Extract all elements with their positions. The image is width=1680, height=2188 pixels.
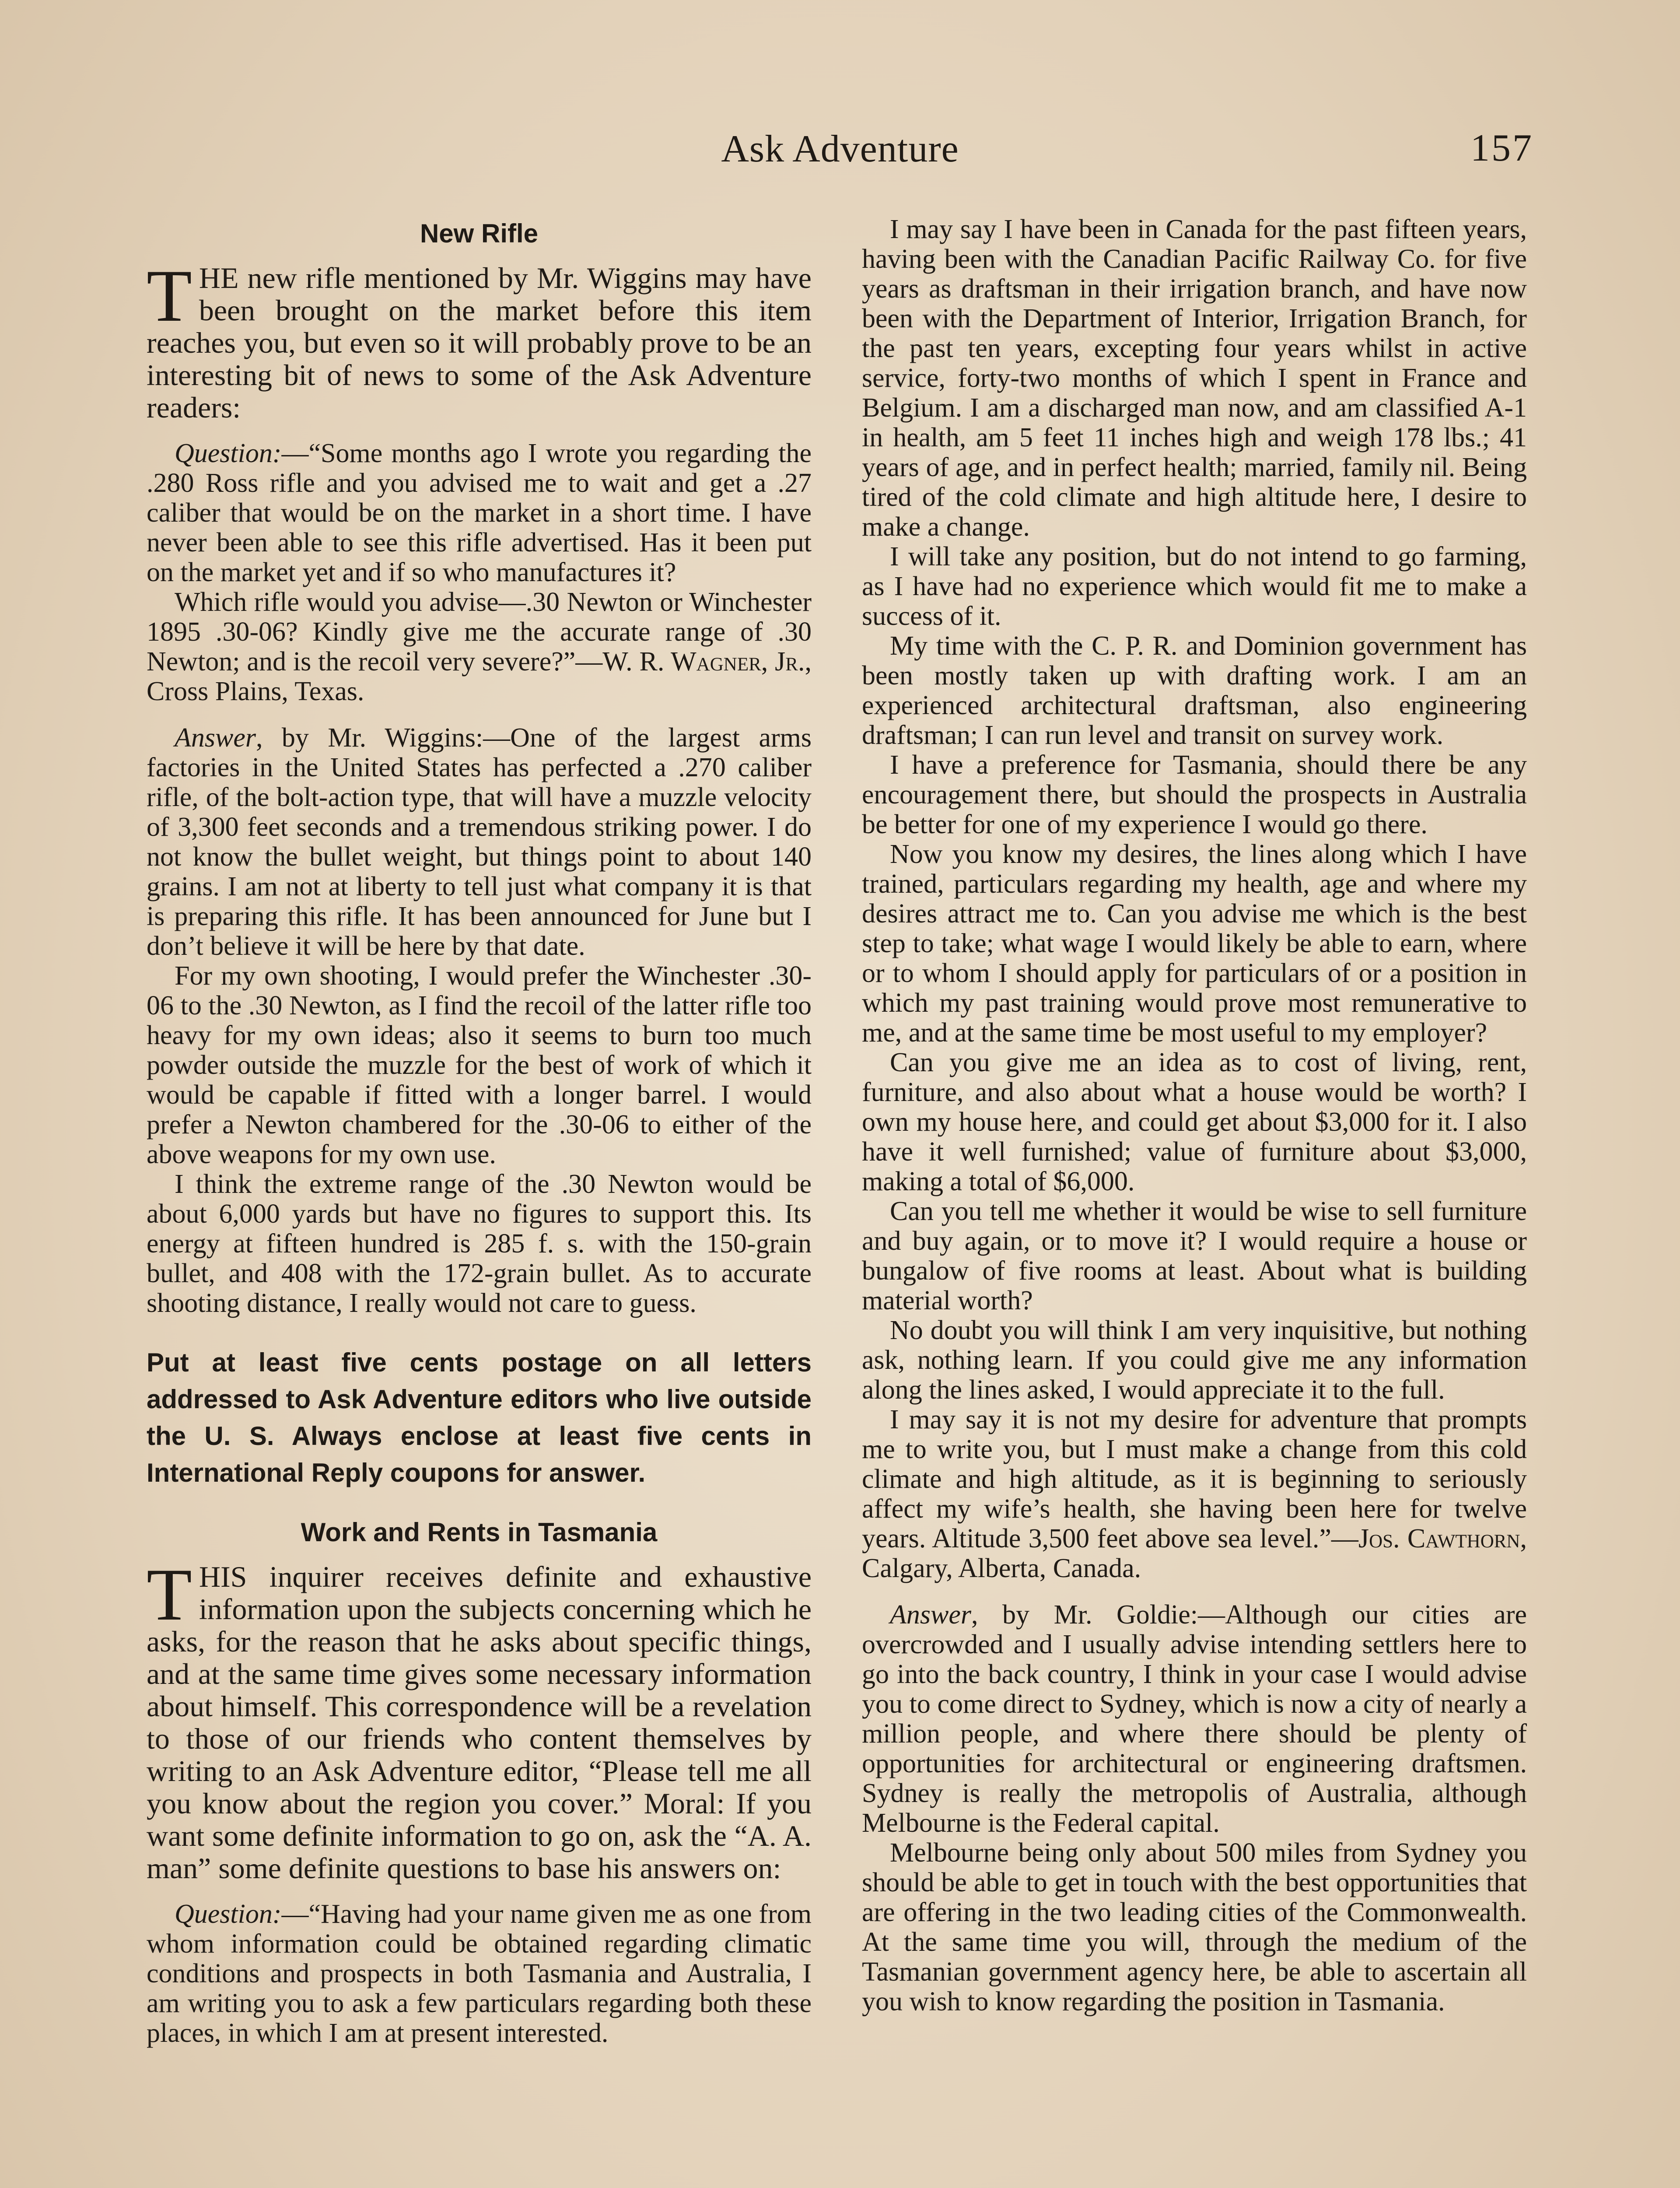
answer-1-text: , by Mr. Wiggins:—One of the largest arms factories in the United States has perfected a .270 caliber rifle, of the bolt-action type, that will have a muzzle velocity of 3,300 feet seconds and a tremendous striking power. I do not know the bullet weight, but things point to about 140 grains. I am not at liberty to tell just what company it is that is preparing this rifle. It has been announced for June but I don’t believe it will be here by that date. <box>147 723 812 961</box>
signature: W. R. Wagner, Jr. <box>602 647 805 677</box>
signature-place: , Cross Plains, Texas. <box>147 647 812 706</box>
question-1-paragraph-2 <box>147 587 812 706</box>
running-header-title: Ask Adventure <box>721 128 959 170</box>
answer-1-paragraph-2: For my own shooting, I would prefer the Winchester .30-06 to the .30 Newton, as I find the recoil of the latter rifle too heavy for my own ideas; also it seems to burn too much powder outside the muzzle for the best of work of which it would be capable if fitted with a longer barrel. I would prefer a Newton chambered for the .30-06 to either of the above weapons for my own use. <box>147 961 812 1169</box>
signature-place: , Calgary, Alberta, Canada. <box>862 1524 1527 1583</box>
tasmania-intro-text: HIS inquirer receives definite and exhaustive information upon the subjects concerning which he asks, for the reason that he asks about specific things, and at the same time gives some necessary information about himself. This correspondence will be a revelation to those of our friends who content themselves by writing to an Ask Adventure editor, “Please tell me all you know about the region you cover.” Moral: If you want some definite information to go on, ask the “A. A. man” some definite questions to base his answers on: <box>147 1560 812 1885</box>
question-2-paragraph <box>147 1899 812 2048</box>
question-label: Question: <box>175 438 282 468</box>
answer-1-paragraph-3: I think the extreme range of the .30 Newton would be about 6,000 yards but have no figures to support this. Its energy at fifteen hundred is 285 f. s. with the 150-grain bullet, and 408 with the 172-grain bullet. As to accurate shooting distance, I really would not care to guess. <box>147 1169 812 1318</box>
tasmania-intro <box>147 1553 812 1885</box>
letter-paragraph-7: Can you tell me whether it would be wise to sell furniture and buy again, or to move it? I would require a house or bungalow of five rooms at least. About what is building material worth? <box>862 1196 1527 1315</box>
letter-paragraph-3: My time with the C. P. R. and Dominion government has been mostly taken up with drafting work. I am an experienced architectural draftsman, also engineering draftsman; I can run level and transit on survey work. <box>862 631 1527 750</box>
answer-label: Answer <box>890 1600 971 1630</box>
letter-paragraph-9 <box>862 1405 1527 1583</box>
page-number: 157 <box>1470 127 1533 169</box>
letter-paragraph-9-text: I may say it is not my desire for adventure that prompts me to write you, but I must make a change from this cold climate and high altitude, as it is beginning to seriously affect my wife’s health, she having been here for twelve years. Altitude 3,500 feet above sea level.”— <box>862 1405 1527 1553</box>
section-heading-new-rifle: New Rifle <box>420 219 539 248</box>
answer-label: Answer <box>175 723 256 753</box>
question-2-text: —“Having had your name given me as one from whom information could be obtained regarding climatic conditions and prospects in both Tasmania and Australia, I am writing you to ask a few particulars regarding both these places, in which I am at present interested. <box>147 1899 812 2048</box>
letter-paragraph-1: I may say I have been in Canada for the past fifteen years, having been with the Canadian Pacific Railway Co. for five years as draftsman in their irrigation branch, and have now been with the Department of Interior, Irrigation Branch, for the past ten years, excepting four years whilst in active service, forty-two months of which I spent in France and Belgium. I am a discharged man now, and am classified A-1 in health, am 5 feet 11 inches high and weigh 178 lbs.; 41 years of age, and in perfect health; married, family nil. Being tired of the cold climate and high altitude here, I desire to make a change. <box>862 214 1527 542</box>
signature: Jos. Cawthorn <box>1358 1524 1520 1553</box>
left-column <box>147 219 812 2048</box>
question-label: Question: <box>175 1899 282 1929</box>
question-1-paragraph <box>147 438 812 587</box>
letter-paragraph-6: Can you give me an idea as to cost of living, rent, furniture, and also about what a house would be worth? I own my house here, and could get about $3,000 for it. I also have it well furnished; value of furniture about $3,000, making a total of $6,000. <box>862 1048 1527 1196</box>
answer-1-paragraph <box>147 723 812 961</box>
answer-2-paragraph-2: Melbourne being only about 500 miles from Sydney you should be able to get in touch with the best opportunities that are offering in the two leading cities of the Commonwealth. At the same time you will, through the medium of the Tasmanian government agency here, be able to ascertain all you wish to know regarding the position in Tasmania. <box>862 1838 1527 2016</box>
question-1-text: —“Some months ago I wrote you regarding the .280 Ross rifle and you advised me to wait and get a .27 caliber that would be on the market in a short time. I have never been able to see this rifle advertised. Has it been put on the market yet and if so who manufactures it? <box>147 438 812 587</box>
drop-cap: T <box>147 1553 192 1636</box>
rifle-intro-text: HE new rifle mentioned by Mr. Wiggins may have been brought on the market before this item reaches you, but even so it will probably prove to be an interesting bit of news to some of the Ask Adventure readers: <box>147 261 812 424</box>
answer-2-text: , by Mr. Goldie:—Although our cities are overcrowded and I usually advise intending settlers here to go into the back country, I think in your case I would advise you to come direct to Sydney, which is now a city of nearly a million people, and where there should be plenty of opportunities for architectural or engineering draftsmen. Sydney is really the metropolis of Australia, although Melbourne is the Federal capital. <box>862 1600 1527 1838</box>
right-column <box>862 214 1527 2016</box>
letter-paragraph-5: Now you know my desires, the lines along which I have trained, particulars regarding my health, age and where my desires attract me to. Can you advise me which is the best step to take; what wage I would likely be able to earn, where or to whom I should apply for particulars of or a position in which my past training would prove most remunerative to me, and at the same time be most useful to my employer? <box>862 839 1527 1048</box>
answer-2-paragraph <box>862 1600 1527 1838</box>
section-heading-tasmania: Work and Rents in Tasmania <box>301 1518 658 1547</box>
question-1-text-2: Which rifle would you advise—.30 Newton or Winchester 1895 .30-06? Kindly give me the accurate range of .30 Newton; and is the recoil very severe?”— <box>147 587 812 677</box>
drop-cap: T <box>147 255 192 337</box>
postage-notice: Put at least five cents postage on all letters addressed to Ask Adventure editors who live outside the U. S. Always enclose at least five cents in International Reply coupons for answer. <box>147 1348 812 1487</box>
letter-paragraph-4: I have a preference for Tasmania, should there be any encouragement there, but should the prospects in Australia be better for one of my experience I would go there. <box>862 750 1527 839</box>
letter-paragraph-8: No doubt you will think I am very inquisitive, but nothing ask, nothing learn. If you could give me any information along the lines asked, I would appreciate it to the full. <box>862 1315 1527 1405</box>
letter-paragraph-2: I will take any position, but do not intend to go farming, as I have had no experience which would fit me to make a success of it. <box>862 542 1527 631</box>
rifle-intro <box>147 255 812 424</box>
